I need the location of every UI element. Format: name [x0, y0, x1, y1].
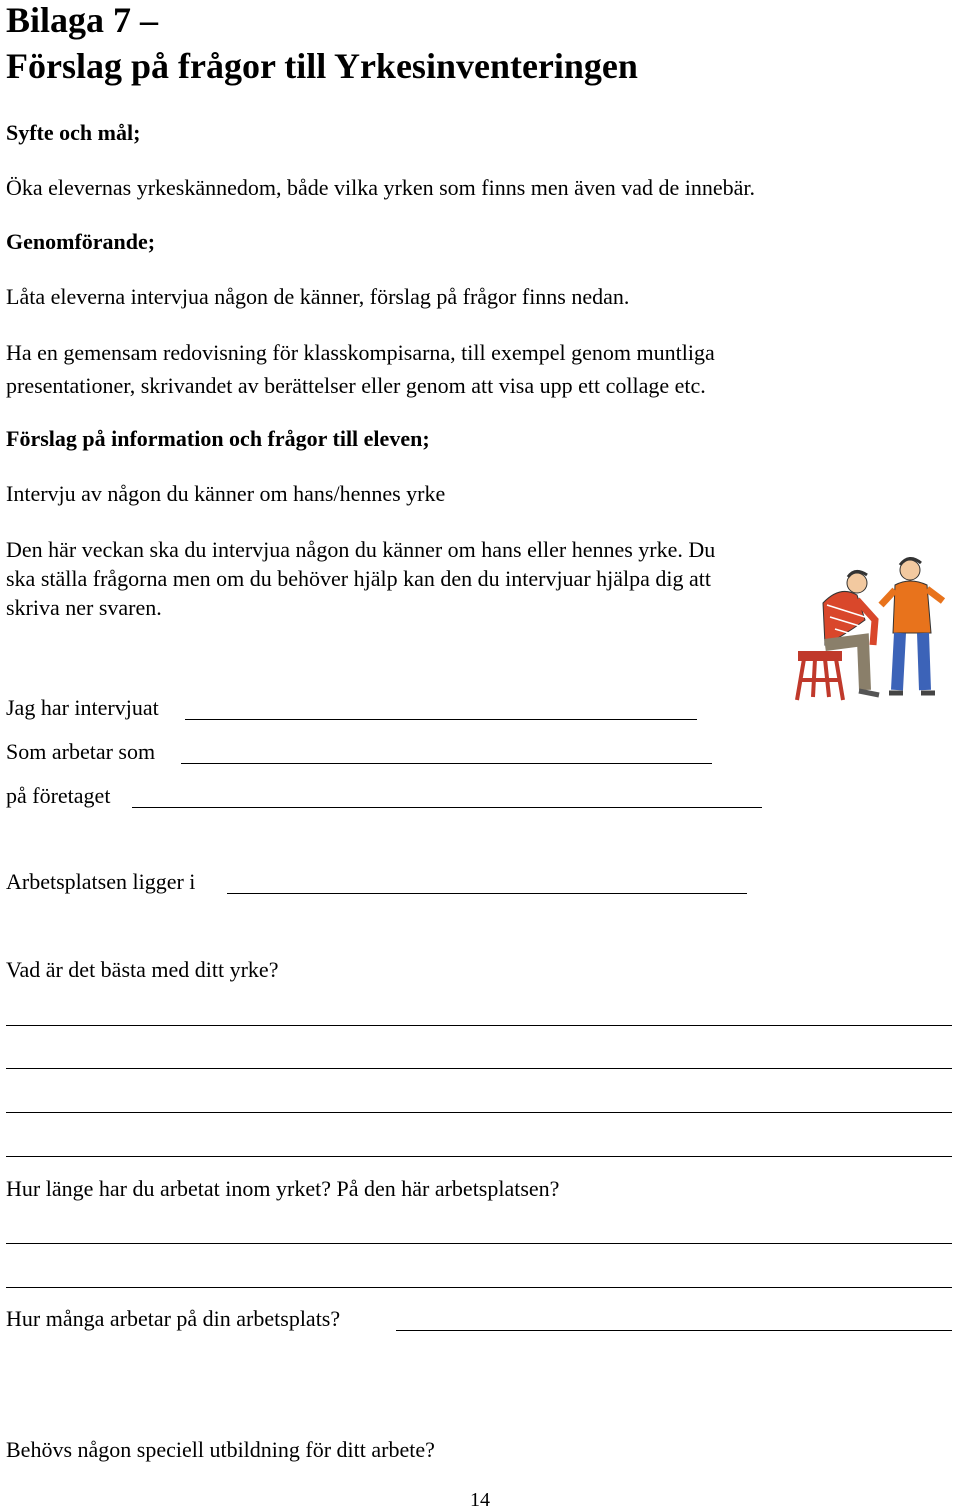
question-how-many: Hur många arbetar på din arbetsplats?	[6, 1306, 341, 1331]
question-education: Behövs någon speciell utbildning för ditt arbete?	[6, 1437, 435, 1462]
company-line[interactable]	[132, 807, 762, 808]
label-works-as: Som arbetar som	[6, 739, 156, 764]
stool-icon	[797, 653, 843, 700]
interview-illustration	[785, 545, 955, 710]
syfte-heading: Syfte och mål;	[6, 120, 141, 145]
best-answer-line-4[interactable]	[6, 1156, 952, 1157]
label-company: på företaget	[6, 783, 111, 808]
forslag-heading: Förslag på information och frågor till eleven;	[6, 426, 430, 451]
standing-boy-icon	[881, 558, 943, 693]
workplace-line[interactable]	[227, 893, 747, 894]
page-number: 14	[470, 1489, 490, 1511]
label-interviewed: Jag har intervjuat	[6, 695, 159, 720]
best-answer-line-3[interactable]	[6, 1112, 952, 1113]
genomforande-text-1: Låta eleverna intervjua någon de känner, förslag på frågor finns nedan.	[6, 284, 630, 309]
page-title-line2: Förslag på frågor till Yrkesinventeringen	[6, 46, 638, 86]
genomforande-heading: Genomförande;	[6, 229, 156, 254]
genomforande-text-2: Ha en gemensam redovisning för klasskompisarna, till exempel genom muntliga presentationer, skrivandet av berättelser eller genom att visa upp ett collage etc.	[6, 340, 715, 398]
works-as-line[interactable]	[181, 763, 712, 764]
question-best: Vad är det bästa med ditt yrke?	[6, 957, 279, 982]
forslag-instructions: Den här veckan ska du intervjua någon du känner om hans eller hennes yrke. Du ska ställa frågorna men om du behöver hjälp kan den du intervjuar hjälpa dig att skriva ner svaren.	[6, 537, 716, 620]
page-title-line1: Bilaga 7 –	[6, 0, 159, 40]
interviewed-line[interactable]	[185, 719, 697, 720]
label-workplace: Arbetsplatsen ligger i	[6, 869, 196, 894]
forslag-intro: Intervju av någon du känner om hans/hennes yrke	[6, 481, 446, 506]
best-answer-line-2[interactable]	[6, 1068, 952, 1069]
seated-man-icon	[823, 571, 879, 695]
question-how-long: Hur länge har du arbetat inom yrket? På den här arbetsplatsen?	[6, 1176, 560, 1201]
how-many-answer-line[interactable]	[396, 1330, 952, 1331]
how-long-answer-line-1[interactable]	[6, 1243, 952, 1244]
how-long-answer-line-2[interactable]	[6, 1287, 952, 1288]
syfte-text: Öka elevernas yrkeskännedom, både vilka yrken som finns men även vad de innebär.	[6, 175, 755, 200]
best-answer-line-1[interactable]	[6, 1025, 952, 1026]
